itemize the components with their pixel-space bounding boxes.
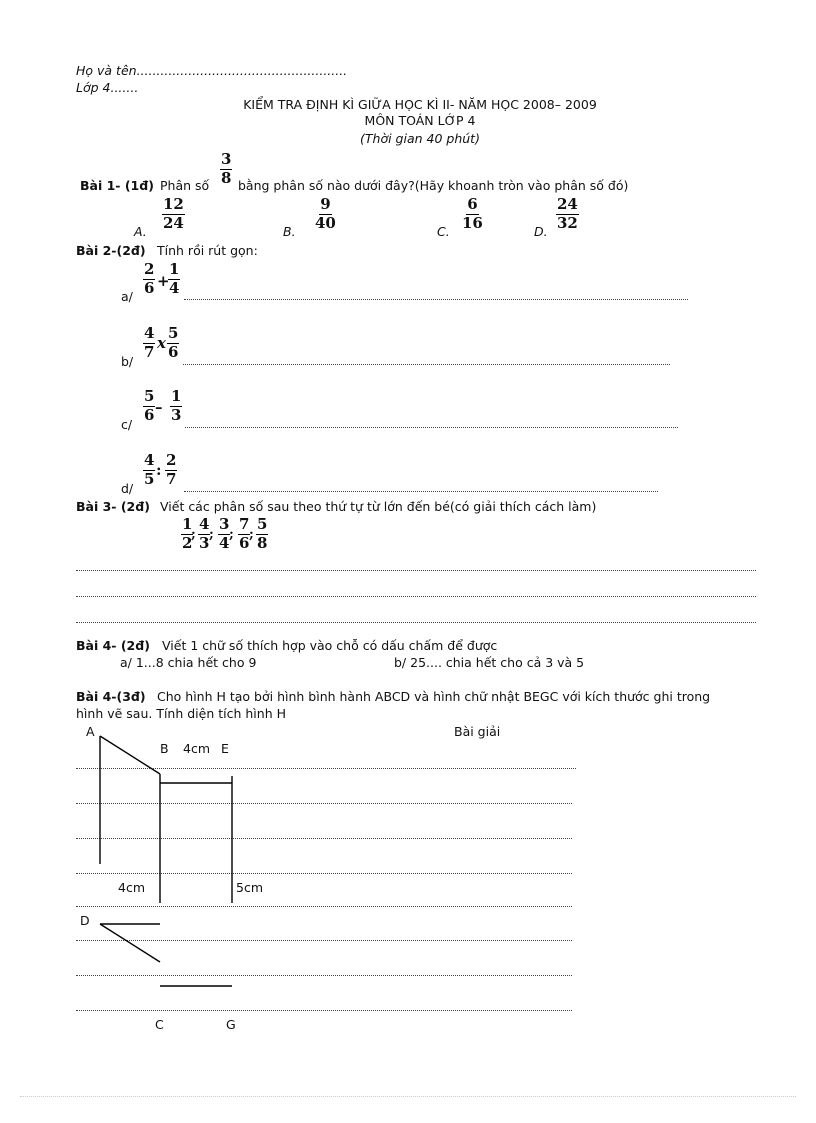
- bai1-option-b[interactable]: $\frac{9}{40}$: [315, 195, 336, 232]
- bai4b-text-line1: Cho hình H tạo bởi hình bình hành ABCD và hình chữ nhật BEGC với kích thước ghi trong: [157, 689, 711, 704]
- point-b-label: B: [160, 741, 169, 756]
- bai2-item-c-letter: c/: [121, 417, 133, 432]
- point-a-label: A: [86, 724, 95, 739]
- top-length-label: 4cm: [183, 741, 211, 756]
- bai3-separator: ;: [209, 527, 214, 542]
- bai1-option-d-letter[interactable]: D.: [534, 224, 548, 239]
- bai2-item-d-letter: d/: [121, 481, 134, 496]
- bai1-text-after: bằng phân số nào dưới đây?(Hãy khoanh tròn vào phân số đó): [238, 178, 629, 193]
- bai4a-item-b: b/ 25.... chia hết cho cả 3 và 5: [394, 655, 585, 670]
- bai3-fraction-2: $\frac{4}{3}$: [199, 515, 210, 552]
- bai4a-label: Bài 4- (2đ): [76, 638, 150, 653]
- point-e-label: E: [221, 741, 229, 756]
- bai3-fraction-3: $\frac{3}{4}$: [219, 515, 230, 552]
- bai2-item-c-operator: –: [155, 398, 163, 416]
- bai2-item-c-fraction2: $\frac{1}{3}$: [171, 387, 182, 424]
- bai2-item-a-fraction1: $\frac{2}{6}$: [144, 260, 155, 297]
- point-c-label: C: [155, 1017, 164, 1032]
- class-field-label: Lớp 4.......: [76, 80, 139, 95]
- bai1-option-c-letter[interactable]: C.: [437, 224, 450, 239]
- bai3-fraction-1: $\frac{1}{2}$: [182, 515, 193, 552]
- bai4a-item-a: a/ 1...8 chia hết cho 9: [120, 655, 257, 670]
- bai3-label: Bài 3- (2đ): [76, 499, 150, 514]
- bai3-fraction-4: $\frac{7}{6}$: [239, 515, 250, 552]
- bai2-item-d-fraction2: $\frac{2}{7}$: [166, 451, 177, 488]
- bai3-fraction-5: $\frac{5}{8}$: [257, 515, 268, 552]
- bai1-label: Bài 1- (1đ): [80, 178, 154, 193]
- bai2-item-b-fraction2: $\frac{5}{6}$: [168, 324, 179, 361]
- exam-time: (Thời gian 40 phút): [360, 131, 480, 146]
- bai1-option-b-letter[interactable]: B.: [283, 224, 296, 239]
- bai4a-text: Viết 1 chữ số thích hợp vào chỗ có dấu chấm để được: [162, 638, 498, 653]
- bai2-item-d-fraction1: $\frac{4}{5}$: [144, 451, 155, 488]
- bai2-label: Bài 2-(2đ): [76, 243, 146, 258]
- point-d-label: D: [80, 913, 90, 928]
- bai2-item-b-operator: x: [157, 334, 166, 352]
- right-length-label: 5cm: [236, 880, 264, 895]
- exam-subject: MÔN TOÁN LỚP 4: [364, 113, 476, 128]
- bai1-fraction: $\frac{3}{8}$: [221, 150, 232, 187]
- bai3-separator: ;: [191, 527, 196, 542]
- point-g-label: G: [226, 1017, 236, 1032]
- bai1-text-before: Phân số: [160, 178, 210, 193]
- bai3-text: Viết các phân số sau theo thứ tự từ lớn đến bé(có giải thích cách làm): [160, 499, 597, 514]
- page-bottom-divider: [20, 1096, 796, 1097]
- left-length-label: 4cm: [118, 880, 146, 895]
- bai2-item-a-operator: +: [157, 272, 170, 290]
- bai4b-text-line2: hình vẽ sau. Tính diện tích hình H: [76, 706, 286, 721]
- bai2-item-d-operator: :: [156, 461, 162, 479]
- bai1-option-c[interactable]: $\frac{6}{16}$: [462, 195, 483, 232]
- bai3-separator: ;: [249, 527, 254, 542]
- bai3-separator: ;: [229, 527, 234, 542]
- name-field-label: Họ và tên.....................................................: [76, 63, 348, 78]
- solution-heading: Bài giải: [454, 724, 501, 739]
- bai2-item-a-fraction2: $\frac{1}{4}$: [169, 260, 180, 297]
- bai2-text: Tính rồi rút gọn:: [157, 243, 258, 258]
- segment-ab: [100, 736, 160, 774]
- bai1-option-d[interactable]: $\frac{24}{32}$: [557, 195, 578, 232]
- segment-dc: [100, 924, 160, 962]
- exam-title: KIỂM TRA ĐỊNH KÌ GIỮA HỌC KÌ II- NĂM HỌC 2008– 2009: [243, 97, 597, 112]
- bai2-item-c-fraction1: $\frac{5}{6}$: [144, 387, 155, 424]
- bai1-option-a-letter[interactable]: A.: [134, 224, 147, 239]
- bai4b-label: Bài 4-(3đ): [76, 689, 146, 704]
- bai1-option-a[interactable]: $\frac{12}{24}$: [163, 195, 184, 232]
- bai2-item-b-letter: b/: [121, 354, 134, 369]
- bai2-item-b-fraction1: $\frac{4}{7}$: [144, 324, 155, 361]
- bai2-item-a-letter: a/: [121, 289, 133, 304]
